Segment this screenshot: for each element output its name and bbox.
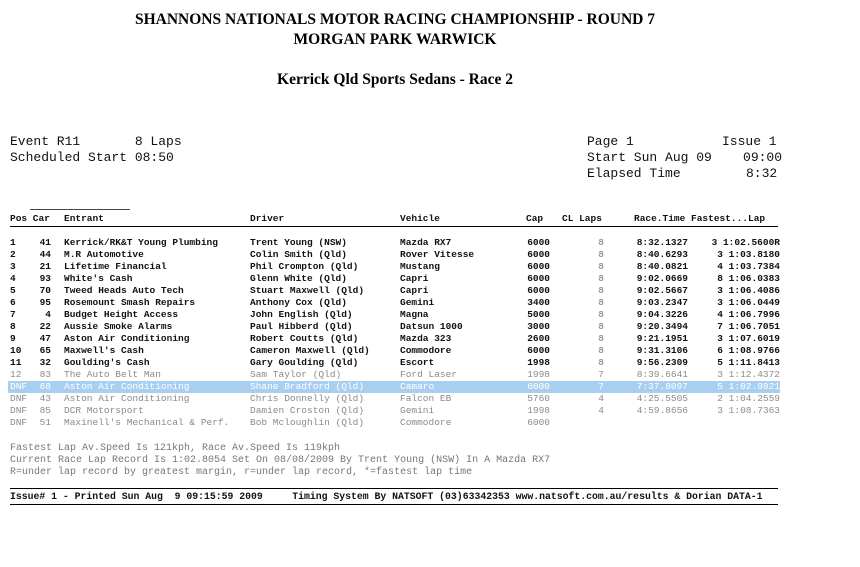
cell-race-time: 4:59.8656 — [636, 405, 688, 416]
table-row — [0, 369, 860, 381]
cell-vehicle: Escort — [400, 357, 435, 368]
cell-race-time: 9:02.5667 — [636, 285, 688, 296]
cell-vehicle: Mazda 323 — [400, 333, 452, 344]
col-entrant: Entrant — [64, 213, 104, 224]
table-row — [0, 261, 860, 273]
cell-vehicle: Mustang — [400, 261, 440, 272]
results-header — [0, 213, 860, 225]
cell-driver: Robert Coutts (Qld) — [250, 333, 359, 344]
cell-race-time: 4:25.5505 — [636, 393, 688, 404]
header-top-rule — [30, 209, 130, 210]
page-number: Page 1 — [587, 134, 634, 149]
cell-fastest: 3 1:02.5600R — [711, 237, 780, 248]
cell-cap: 6000 — [527, 285, 550, 296]
cell-car: 85 — [39, 405, 51, 416]
cell-vehicle: Commodore — [400, 345, 452, 356]
cell-driver: Phil Crompton (Qld) — [250, 261, 359, 272]
table-row — [0, 249, 860, 261]
cell-car: 32 — [39, 357, 51, 368]
cell-fastest: 3 1:08.7363 — [717, 405, 780, 416]
cell-laps: 8 — [598, 273, 604, 284]
table-row — [0, 237, 860, 249]
cell-fastest: 4 1:06.7996 — [717, 309, 780, 320]
cell-car: 83 — [39, 369, 51, 380]
cell-entrant: Goulding's Cash — [64, 357, 150, 368]
cell-driver: Paul Hibberd (Qld) — [250, 321, 353, 332]
cell-fastest: 5 1:02.9821 — [717, 381, 780, 392]
cell-driver: Bob Mcloughlin (Qld) — [250, 417, 365, 428]
cell-race-time: 8:40.6293 — [636, 249, 688, 260]
cell-laps: 8 — [598, 309, 604, 320]
col-driver: Driver — [250, 213, 285, 224]
cell-laps: 8 — [598, 297, 604, 308]
cell-driver: Sam Taylor (Qld) — [250, 369, 342, 380]
cell-fastest: 3 1:06.4086 — [717, 285, 780, 296]
cell-driver: Colin Smith (Qld) — [250, 249, 347, 260]
cell-vehicle: Gemini — [400, 297, 435, 308]
cell-driver: Damien Croston (Qld) — [250, 405, 365, 416]
cell-pos: 7 — [10, 309, 16, 320]
cell-vehicle: Capri — [400, 285, 429, 296]
table-row — [0, 285, 860, 297]
cell-entrant: Maxinell's Mechanical & Perf. — [64, 417, 230, 428]
table-row — [0, 273, 860, 285]
cell-driver: Cameron Maxwell (Qld) — [250, 345, 370, 356]
cell-vehicle: Mazda RX7 — [400, 237, 452, 248]
table-row — [0, 321, 860, 333]
cell-entrant: White's Cash — [64, 273, 133, 284]
cell-laps: 8 — [598, 237, 604, 248]
scheduled-start: Scheduled Start 08:50 — [10, 150, 174, 165]
cell-vehicle: Capri — [400, 273, 429, 284]
table-row — [0, 381, 860, 393]
note-speeds: Fastest Lap Av.Speed Is 121kph, Race Av.Speed Is 119kph — [10, 443, 341, 454]
cell-car: 4 — [45, 309, 51, 320]
cell-cap: 5000 — [527, 309, 550, 320]
col-vehicle: Vehicle — [400, 213, 440, 224]
cell-race-time: 9:20.3494 — [636, 321, 688, 332]
cell-vehicle: Datsun 1000 — [400, 321, 463, 332]
cell-pos: 9 — [10, 333, 16, 344]
cell-laps: 8 — [598, 357, 604, 368]
elapsed-time-value: 8:32 — [746, 166, 778, 181]
cell-car: 70 — [39, 285, 51, 296]
cell-fastest: 7 1:06.7051 — [717, 321, 780, 332]
cell-vehicle: Gemini — [400, 405, 435, 416]
cell-car: 65 — [39, 345, 51, 356]
cell-vehicle: Camaro — [400, 381, 435, 392]
cell-fastest: 3 1:07.6019 — [717, 333, 780, 344]
cell-driver: Chris Donnelly (Qld) — [250, 393, 365, 404]
table-row — [0, 357, 860, 369]
table-row — [0, 393, 860, 405]
cell-pos: 11 — [10, 357, 22, 368]
cell-entrant: Maxwell's Cash — [64, 345, 144, 356]
cell-cap: 6000 — [527, 417, 550, 428]
table-row — [0, 333, 860, 345]
cell-driver: Stuart Maxwell (Qld) — [250, 285, 365, 296]
cell-car: 41 — [39, 237, 51, 248]
cell-laps: 8 — [598, 345, 604, 356]
cell-entrant: DCR Motorsport — [64, 405, 144, 416]
note-lap-record: Current Race Lap Record Is 1:02.8054 Set On 08/08/2009 By Trent Young (NSW) In A Mazda RX7 — [10, 455, 551, 466]
cell-laps: 8 — [598, 249, 604, 260]
cell-pos: DNF — [10, 405, 28, 416]
cell-driver: Glenn White (Qld) — [250, 273, 347, 284]
cell-pos: DNF — [10, 393, 28, 404]
cell-pos: 3 — [10, 261, 16, 272]
venue-title: MORGAN PARK WARWICK — [293, 31, 497, 48]
cell-pos: DNF — [10, 381, 28, 392]
col-pos-car: Pos Car — [10, 213, 50, 224]
cell-entrant: Rosemount Smash Repairs — [64, 297, 196, 308]
cell-entrant: Aston Air Conditioning — [64, 381, 190, 392]
cell-race-time: 9:31.3106 — [636, 345, 688, 356]
cell-entrant: Budget Height Access — [64, 309, 179, 320]
cell-entrant: Aussie Smoke Alarms — [64, 321, 173, 332]
cell-vehicle: Ford Laser — [400, 369, 458, 380]
cell-car: 93 — [39, 273, 51, 284]
start-time: Start Sun Aug 09 09:00 — [587, 150, 783, 165]
table-row — [0, 309, 860, 321]
table-row — [0, 345, 860, 357]
cell-car: 47 — [39, 333, 51, 344]
cell-pos: 1 — [10, 237, 16, 248]
cell-race-time: 9:56.2309 — [636, 357, 688, 368]
cell-fastest: 5 1:11.8413 — [717, 357, 780, 368]
cell-vehicle: Commodore — [400, 417, 452, 428]
race-title: Kerrick Qld Sports Sedans - Race 2 — [277, 71, 513, 88]
cell-laps: 4 — [598, 405, 604, 416]
cell-cap: 6000 — [527, 261, 550, 272]
cell-entrant: Tweed Heads Auto Tech — [64, 285, 184, 296]
footer-rule-bottom — [10, 504, 778, 505]
cell-vehicle: Magna — [400, 309, 429, 320]
cell-cap: 6000 — [527, 345, 550, 356]
cell-cap: 3000 — [527, 321, 550, 332]
cell-fastest: 3 1:03.8180 — [717, 249, 780, 260]
note-legend: R=under lap record by greatest margin, r=under lap record, *=fastest lap time — [10, 467, 473, 478]
footer-printed: Issue# 1 - Printed Sun Aug 9 09:15:59 2009 Timing System By NATSOFT (03)63342353 www.natsoft.com.au/results & Dorian DATA-1 — [10, 491, 763, 502]
cell-fastest: 8 1:06.0383 — [717, 273, 780, 284]
cell-fastest: 4 1:03.7384 — [717, 261, 780, 272]
cell-car: 95 — [39, 297, 51, 308]
cell-entrant: The Auto Belt Man — [64, 369, 161, 380]
cell-vehicle: Falcon EB — [400, 393, 452, 404]
cell-entrant: M.R Automotive — [64, 249, 144, 260]
cell-entrant: Lifetime Financial — [64, 261, 167, 272]
cell-laps: 4 — [598, 393, 604, 404]
cell-cap: 1998 — [527, 405, 550, 416]
cell-cap: 5760 — [527, 393, 550, 404]
cell-race-time: 7:37.8097 — [636, 381, 688, 392]
cell-cap: 6000 — [527, 249, 550, 260]
cell-fastest: 2 1:04.2559 — [717, 393, 780, 404]
cell-cap: 6000 — [527, 273, 550, 284]
cell-race-time: 9:04.3226 — [636, 309, 688, 320]
cell-entrant: Kerrick/RK&T Young Plumbing — [64, 237, 218, 248]
table-row — [0, 405, 860, 417]
cell-pos: 8 — [10, 321, 16, 332]
cell-race-time: 9:02.0669 — [636, 273, 688, 284]
cell-driver: John English (Qld) — [250, 309, 353, 320]
event-info: Event R11 8 Laps — [10, 134, 182, 149]
table-row — [0, 417, 860, 429]
cell-pos: 12 — [10, 369, 22, 380]
cell-pos: 4 — [10, 273, 16, 284]
footer-rule-top — [10, 488, 778, 489]
cell-fastest: 3 1:06.0449 — [717, 297, 780, 308]
cell-driver: Trent Young (NSW) — [250, 237, 347, 248]
col-cap: Cap — [526, 213, 544, 224]
cell-race-time: 8:40.0821 — [636, 261, 688, 272]
cell-laps: 8 — [598, 261, 604, 272]
cell-laps: 8 — [598, 321, 604, 332]
cell-cap: 6000 — [527, 381, 550, 392]
cell-car: 68 — [39, 381, 51, 392]
cell-cap: 3400 — [527, 297, 550, 308]
table-row — [0, 297, 860, 309]
col-cl-laps: CL Laps — [562, 213, 602, 224]
cell-laps: 7 — [598, 381, 604, 392]
cell-pos: 5 — [10, 285, 16, 296]
cell-fastest: 6 1:08.9766 — [717, 345, 780, 356]
cell-laps: 8 — [598, 333, 604, 344]
cell-race-time: 8:32.1327 — [636, 237, 688, 248]
cell-car: 43 — [39, 393, 51, 404]
cell-pos: 6 — [10, 297, 16, 308]
cell-cap: 1998 — [527, 369, 550, 380]
cell-car: 21 — [39, 261, 51, 272]
cell-car: 51 — [39, 417, 51, 428]
cell-cap: 2600 — [527, 333, 550, 344]
cell-race-time: 8:39.6641 — [636, 369, 688, 380]
header-rule — [10, 226, 778, 227]
cell-pos: 10 — [10, 345, 22, 356]
cell-driver: Shane Bradford (Qld) — [250, 381, 365, 392]
cell-entrant: Aston Air Conditioning — [64, 333, 190, 344]
cell-vehicle: Rover Vitesse — [400, 249, 475, 260]
cell-car: 44 — [39, 249, 51, 260]
cell-fastest: 3 1:12.4372 — [717, 369, 780, 380]
cell-cap: 1998 — [527, 357, 550, 368]
cell-laps: 7 — [598, 369, 604, 380]
cell-cap: 6000 — [527, 237, 550, 248]
cell-pos: DNF — [10, 417, 28, 428]
col-race-time-fastest: Race.Time Fastest...Lap — [634, 213, 766, 224]
cell-entrant: Aston Air Conditioning — [64, 393, 190, 404]
cell-race-time: 9:03.2347 — [636, 297, 688, 308]
cell-laps: 8 — [598, 285, 604, 296]
cell-driver: Anthony Cox (Qld) — [250, 297, 347, 308]
cell-car: 22 — [39, 321, 51, 332]
cell-driver: Gary Goulding (Qld) — [250, 357, 359, 368]
cell-pos: 2 — [10, 249, 16, 260]
issue-number: Issue 1 — [722, 134, 777, 149]
cell-race-time: 9:21.1951 — [636, 333, 688, 344]
elapsed-time-label: Elapsed Time — [587, 166, 681, 181]
championship-title: SHANNONS NATIONALS MOTOR RACING CHAMPIONSHIP - ROUND 7 — [134, 11, 655, 28]
